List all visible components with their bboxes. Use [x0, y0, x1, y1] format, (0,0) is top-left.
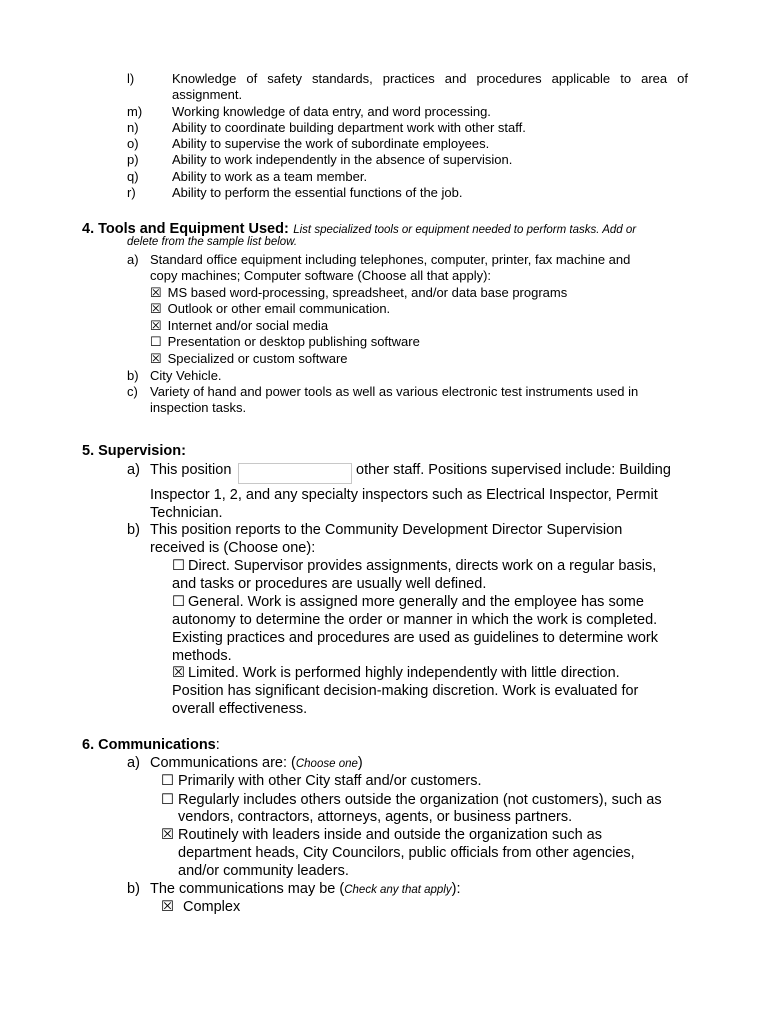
- section-heading: 5. Supervision:: [82, 443, 186, 459]
- option-text: department heads, City Councilors, public officials from other agencies,: [178, 845, 635, 861]
- list-item-text: Knowledge of safety standards, practices and procedures applicable to area of: [172, 71, 688, 86]
- checkbox-unchecked-icon[interactable]: ☐: [161, 792, 174, 808]
- checkbox-unchecked-icon[interactable]: ☐: [172, 558, 185, 574]
- list-item-text: Inspector 1, 2, and any specialty inspectors such as Electrical Inspector, Permit: [150, 487, 658, 503]
- list-item-label: b): [127, 522, 140, 538]
- list-item-label: q): [127, 169, 139, 184]
- software-option[interactable]: [150, 351, 348, 368]
- option-text: autonomy to determine the order or manner in which the work is completed.: [172, 612, 658, 628]
- list-item-text: received is (Choose one):: [150, 540, 316, 556]
- option-text: and tasks or procedures are usually well defined.: [172, 576, 487, 592]
- list-item-text: Ability to perform the essential functions of the job.: [172, 185, 463, 200]
- instruction-italic: Check any that apply: [344, 884, 452, 896]
- list-item-label: m): [127, 104, 143, 119]
- supervision-option-direct[interactable]: [172, 557, 656, 575]
- list-item-label: l): [127, 71, 135, 86]
- list-item-text: The communications may be (: [150, 881, 345, 897]
- list-item-label: o): [127, 136, 139, 151]
- software-option[interactable]: [150, 334, 420, 351]
- list-item-text: copy machines; Computer software (Choose all that apply):: [150, 268, 492, 283]
- checkbox-unchecked-icon[interactable]: ☐: [161, 773, 174, 789]
- list-item-text: Communications are: (: [150, 755, 296, 771]
- list-item-label: a): [127, 462, 140, 478]
- option-text: overall effectiveness.: [172, 701, 308, 717]
- software-option[interactable]: [150, 285, 567, 302]
- list-item-text: This position reports to the Community Development Director Supervision: [150, 522, 623, 538]
- list-item-text: This position: [150, 462, 232, 478]
- list-item-text: Technician.: [150, 505, 223, 521]
- list-item-text: Variety of hand and power tools as well as various electronic test instruments used in: [150, 384, 639, 399]
- section-6-heading-line: [82, 736, 220, 754]
- list-item-text: other staff. Positions supervised include: Building: [356, 462, 671, 478]
- checkbox-label: Specialized or custom software: [167, 351, 348, 366]
- checkbox-label: Internet and/or social media: [167, 318, 329, 333]
- list-item-label: p): [127, 152, 139, 167]
- software-option[interactable]: [150, 301, 390, 318]
- checkbox-label: Outlook or other email communication.: [167, 301, 391, 316]
- communication-type-option[interactable]: [161, 898, 240, 916]
- list-item-text: assignment.: [172, 87, 243, 102]
- section-instruction: delete from the sample list below.: [127, 236, 298, 248]
- supervision-option-limited[interactable]: [172, 664, 620, 682]
- list-item-label: a): [127, 755, 140, 771]
- option-text: vendors, contractors, attorneys, agents, or business partners.: [178, 809, 573, 825]
- list-item-text: ): [357, 755, 363, 771]
- list-item-label: b): [127, 881, 140, 897]
- list-item-text: inspection tasks.: [150, 400, 247, 415]
- option-text: Limited. Work is performed highly independently with little direction.: [188, 665, 620, 681]
- checkbox-checked-icon[interactable]: ☒: [150, 318, 162, 333]
- list-item-label: a): [127, 252, 139, 267]
- checkbox-checked-icon[interactable]: ☒: [161, 827, 174, 843]
- option-text: methods.: [172, 648, 232, 664]
- instruction-italic: Choose one: [295, 758, 358, 770]
- option-text: Routinely with leaders inside and outside the organization such as: [178, 827, 602, 843]
- option-text: Complex: [183, 899, 241, 915]
- list-item-text-line: [150, 754, 363, 773]
- checkbox-checked-icon[interactable]: ☒: [172, 665, 185, 681]
- option-text: Position has significant decision-making discretion. Work is evaluated for: [172, 683, 639, 699]
- list-item-text: Standard office equipment including telephones, computer, printer, fax machine and: [150, 252, 631, 267]
- communication-option[interactable]: [161, 826, 602, 844]
- software-option[interactable]: [150, 318, 328, 335]
- communication-option[interactable]: [161, 791, 662, 809]
- supervises-count-field[interactable]: [238, 463, 352, 484]
- option-text: Regularly includes others outside the organization (not customers), such as: [178, 792, 662, 808]
- heading-colon: :: [215, 737, 220, 753]
- checkbox-checked-icon[interactable]: ☒: [150, 351, 162, 366]
- communication-option[interactable]: [161, 772, 482, 790]
- checkbox-unchecked-icon[interactable]: ☐: [172, 594, 185, 610]
- checkbox-label: Presentation or desktop publishing software: [167, 334, 420, 349]
- option-text: Existing practices and procedures are used as guidelines to determine work: [172, 630, 659, 646]
- section-heading: 4. Tools and Equipment Used:: [82, 221, 289, 237]
- list-item-text: Ability to work as a team member.: [172, 169, 368, 184]
- list-item-text: Ability to work independently in the absence of supervision.: [172, 152, 513, 167]
- checkbox-label: MS based word-processing, spreadsheet, and/or data base programs: [167, 285, 568, 300]
- list-item-text-line: [150, 880, 460, 899]
- list-item-text: City Vehicle.: [150, 368, 222, 383]
- supervision-option-general[interactable]: [172, 593, 644, 611]
- list-item-label: b): [127, 368, 139, 383]
- checkbox-unchecked-icon[interactable]: ☐: [150, 334, 162, 349]
- option-text: and/or community leaders.: [178, 863, 349, 879]
- list-item-text: Working knowledge of data entry, and word processing.: [172, 104, 491, 119]
- list-item-label: r): [127, 185, 136, 200]
- option-text: Primarily with other City staff and/or customers.: [178, 773, 482, 789]
- checkbox-checked-icon[interactable]: ☒: [150, 285, 162, 300]
- list-item-text: Ability to coordinate building department work with other staff.: [172, 120, 526, 135]
- checkbox-checked-icon[interactable]: ☒: [161, 899, 174, 915]
- option-text: General. Work is assigned more generally and the employee has some: [188, 594, 644, 610]
- list-item-label: n): [127, 120, 139, 135]
- checkbox-checked-icon[interactable]: ☒: [150, 301, 162, 316]
- option-text: Direct. Supervisor provides assignments, directs work on a regular basis,: [188, 558, 657, 574]
- section-instruction: List specialized tools or equipment needed to perform tasks. Add or: [293, 224, 637, 236]
- list-item-label: c): [127, 384, 138, 399]
- list-item-text: ):: [451, 881, 461, 897]
- list-item-text: Ability to supervise the work of subordinate employees.: [172, 136, 490, 151]
- section-heading: 6. Communications: [82, 737, 216, 753]
